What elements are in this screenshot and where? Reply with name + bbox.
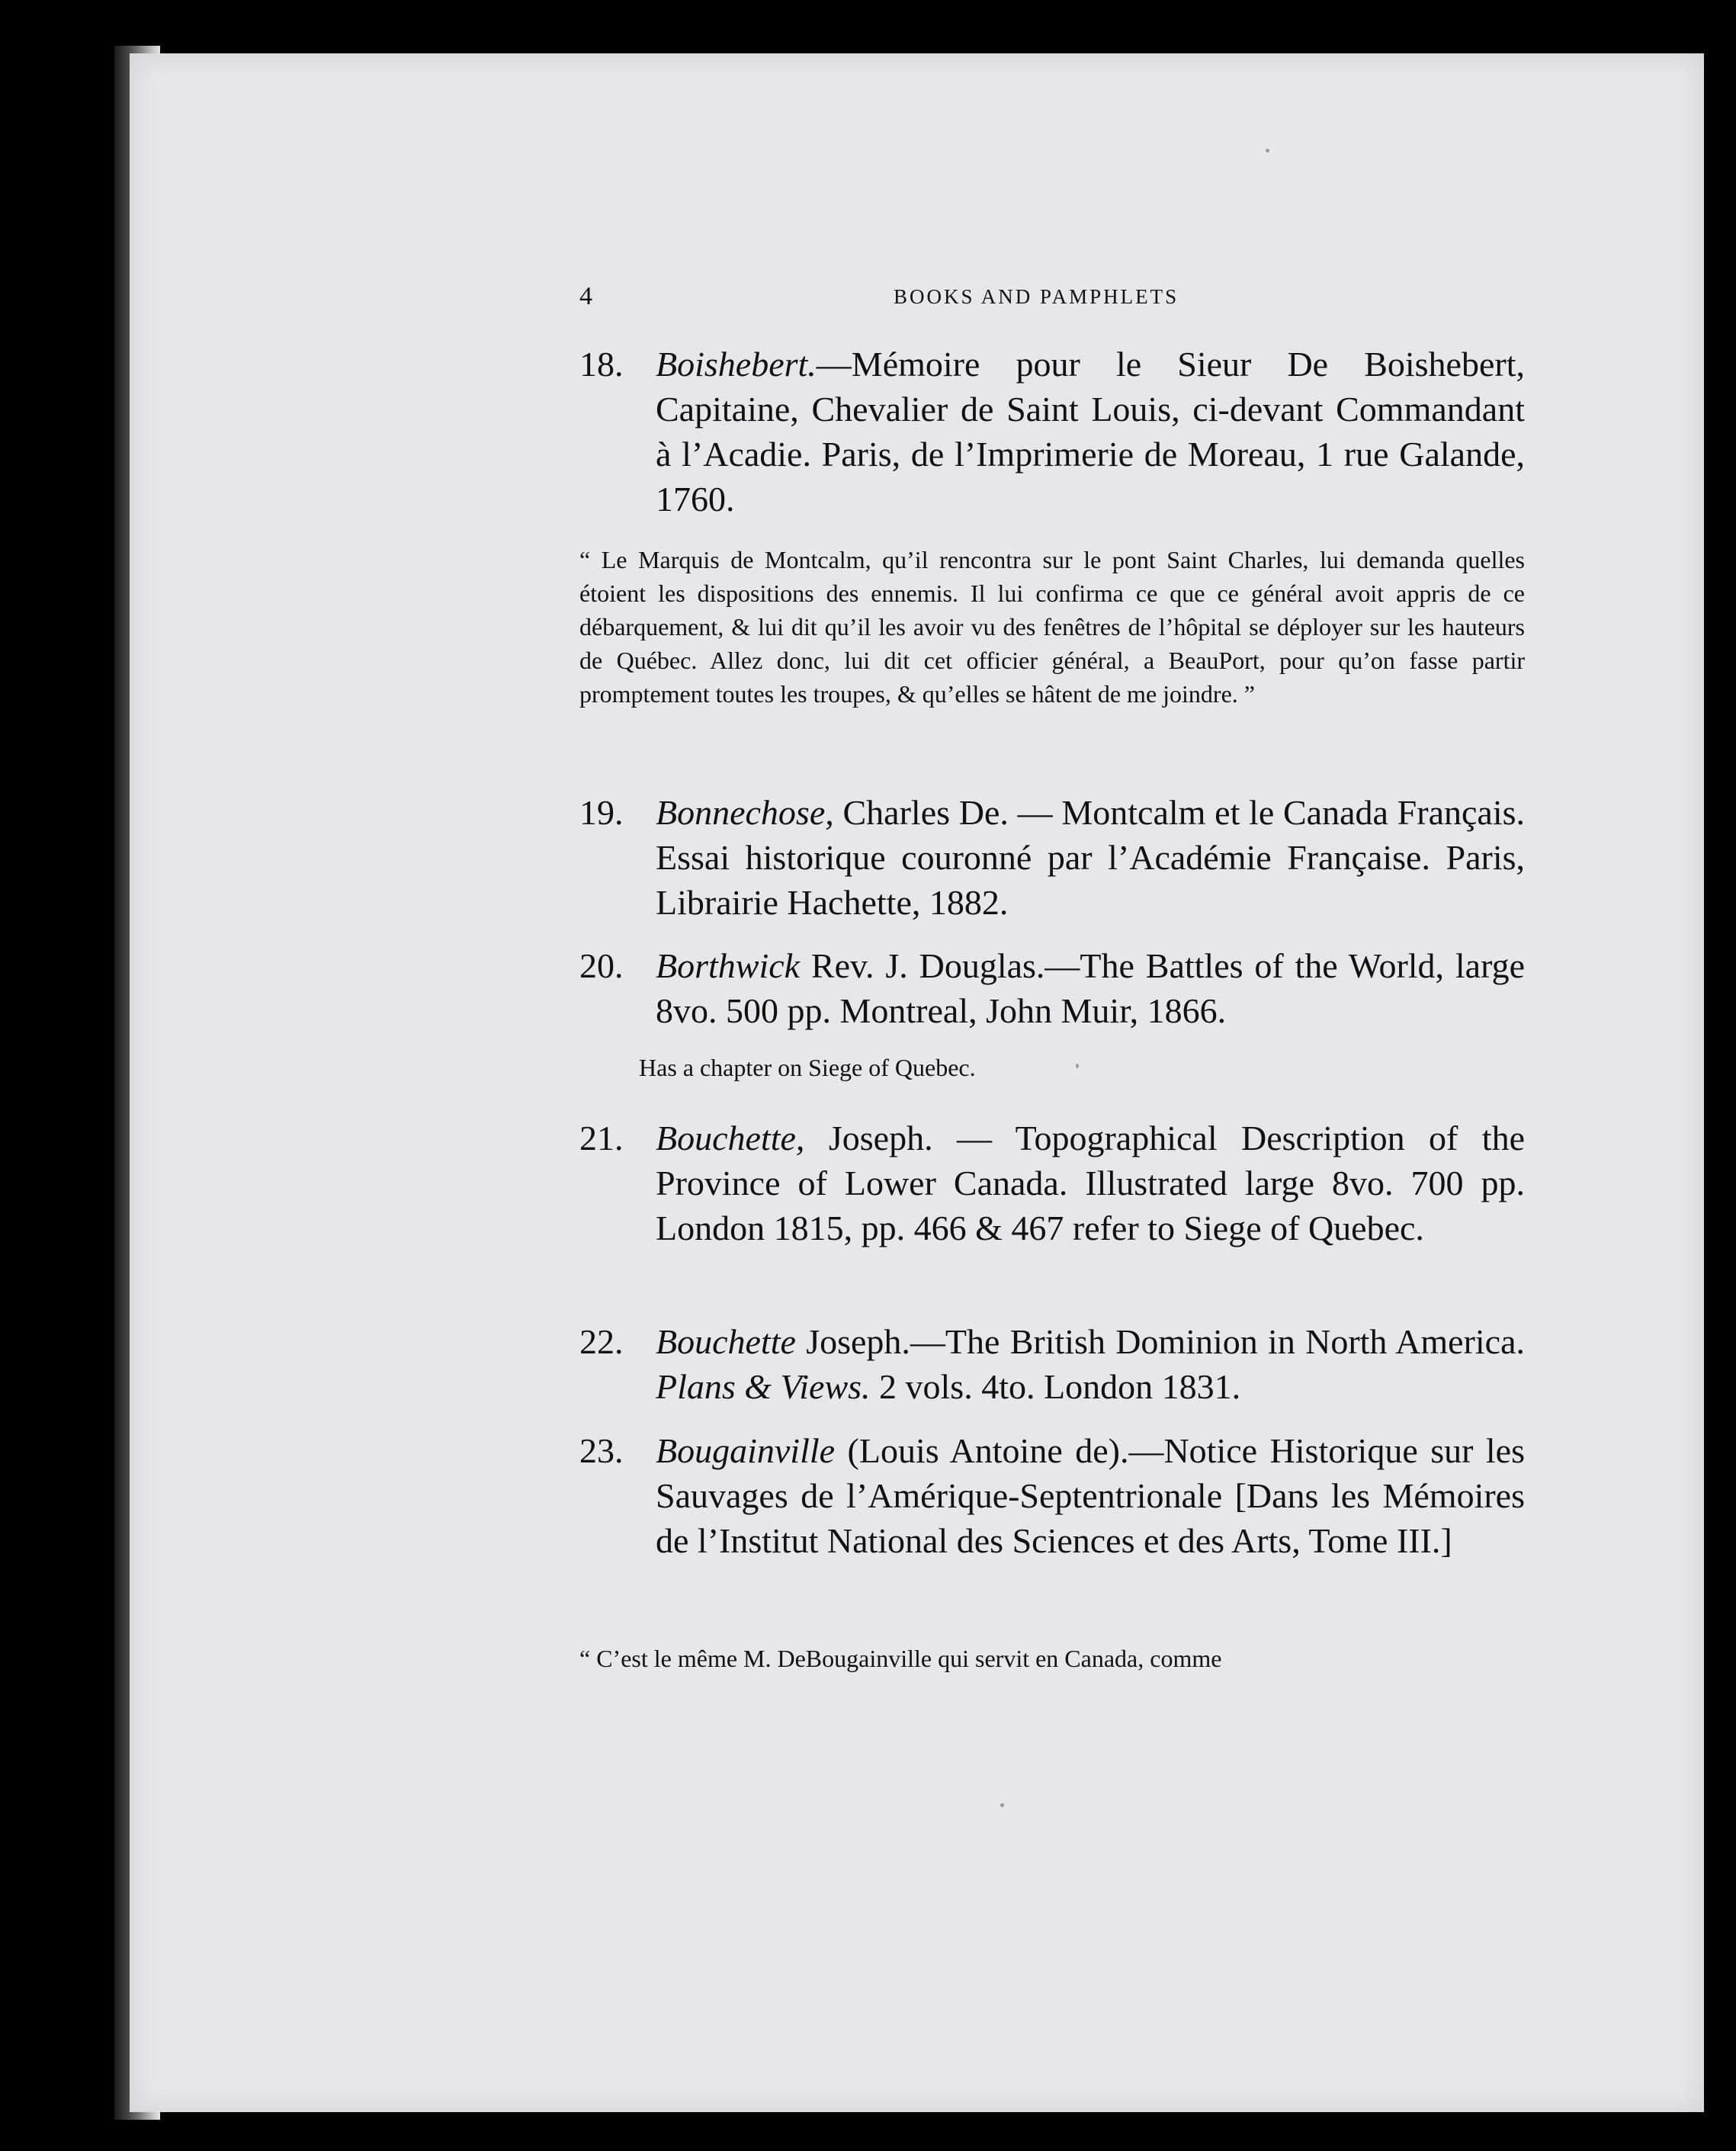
entry-description: —Mémoire pour le Sieur De Boishebert, Capitaine, Chevalier de Saint Louis, ci-devant Commandant à l’Acadie. Paris, de l’Imprimerie de Moreau, 1 rue Galande, 1760. [656, 345, 1525, 518]
paper-speck [1000, 1803, 1004, 1807]
running-head [579, 282, 1548, 320]
paper-speck [1266, 149, 1269, 152]
entry-author: Bouchette, [656, 1119, 805, 1157]
entry-number: 19. [579, 793, 624, 832]
entry-number: 21. [579, 1119, 624, 1157]
entry-description: Rev. J. Douglas.—The Battles of the World, large 8vo. 500 pp. Montreal, John Muir, 1866. [656, 946, 1525, 1030]
entry-23 [579, 1428, 1525, 1563]
entry-number: 20. [579, 946, 624, 985]
entry-21 [579, 1116, 1525, 1250]
entry-number: 18. [579, 345, 624, 384]
entry-author: Boishebert. [656, 345, 817, 384]
page-number: 4 [579, 282, 592, 310]
entry-text [656, 1319, 1525, 1409]
entry-text [656, 943, 1525, 1033]
entry-text [656, 342, 1525, 522]
entry-22 [579, 1319, 1525, 1409]
entry-author: Bougainville [656, 1431, 836, 1470]
entry-author: Bonnechose, [656, 793, 834, 832]
paper-speck [1076, 1064, 1079, 1068]
entry-number: 22. [579, 1322, 624, 1361]
entry-18-quote: “ Le Marquis de Montcalm, qu’il rencontra sur le pont Saint Charles, lui demanda quelles étoient les dispositions des ennemis. Il lui confirma ce que ce général avoit appris de ce débarquement, & lui dit qu’il les avoir vu des fenêtres de l’hôpital se déployer sur les hauteurs de Québec. Allez donc, lui dit cet officier général, a BeauPort, pour qu’on fasse partir promptement toutes les troupes, & qu’elles se hâtent de me joindre. ” [579, 546, 1525, 708]
entry-19 [579, 790, 1525, 925]
entry-text [656, 1116, 1525, 1250]
entry-20 [579, 943, 1525, 1033]
entry-author: Borthwick [656, 946, 801, 985]
entry-18 [579, 342, 1525, 522]
entry-author: Bouchette [656, 1322, 796, 1361]
running-head-title: BOOKS AND PAMPHLETS [894, 285, 1179, 308]
entry-text [656, 790, 1525, 925]
entry-description: Joseph. — Topographical Description of the Province of Lower Canada. Illustrated large 8vo. 700 pp. London 1815, pp. 466 & 467 refer to Siege of Quebec. [656, 1119, 1525, 1247]
entry-20-note: Has a chapter on Siege of Quebec. [639, 1054, 976, 1081]
entry-number: 23. [579, 1431, 624, 1470]
entry-23-quote: “ C’est le même M. DeBougainville qui servit en Canada, comme [579, 1645, 1222, 1672]
entry-description: Joseph.—The British Dominion in North America. [795, 1322, 1525, 1361]
entry-description: Charles De. — Montcalm et le Canada Français. Essai historique couronné par l’Académie Française. Paris, Librairie Hachette, 1882. [656, 793, 1525, 922]
entry-description: (Louis Antoine de).—Notice Historique sur les Sauvages de l’Amérique-Septentrionale [Dans les Mémoires de l’Institut National des Sciences et des Arts, Tome III.] [656, 1431, 1525, 1560]
entry-italic-phrase: Plans & Views. [656, 1367, 871, 1406]
entry-text [656, 1428, 1525, 1563]
entry-description-end: 2 vols. 4to. London 1831. [870, 1367, 1241, 1406]
